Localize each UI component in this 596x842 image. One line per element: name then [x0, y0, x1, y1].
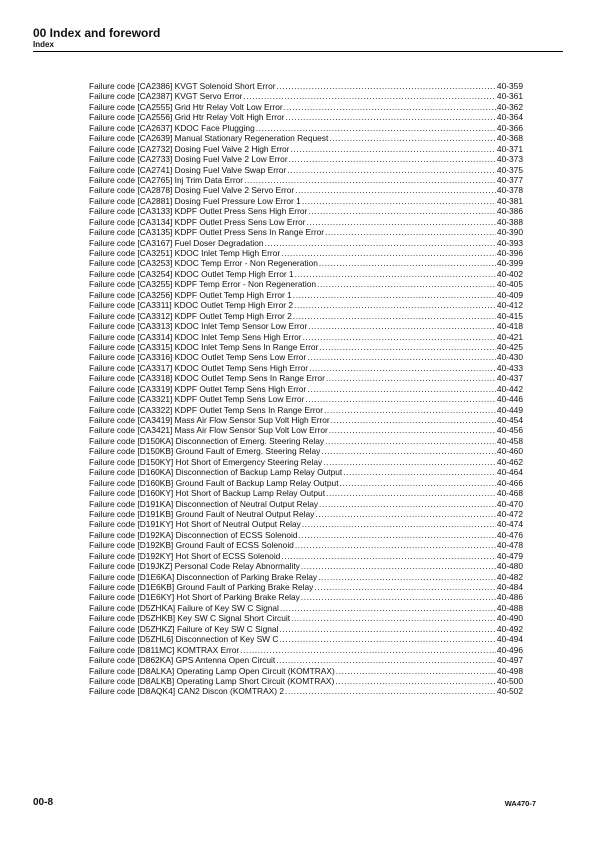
entry-page: 40-454: [496, 415, 523, 425]
index-entry[interactable]: [89, 436, 523, 446]
entry-page: 40-492: [496, 623, 523, 634]
entry-title: Failure code [CA3319] KDPF Outlet Temp Sens High Error: [89, 383, 307, 394]
index-entry[interactable]: [89, 352, 523, 362]
entry-page: 40-484: [496, 582, 523, 592]
entry-page: 40-472: [496, 508, 523, 519]
entry-title: Failure code [CA3313] KDOC Inlet Temp Sensor Low Error: [89, 321, 308, 332]
entry-page: 40-390: [496, 227, 523, 238]
index-entry[interactable]: [89, 572, 523, 582]
index-entry[interactable]: [89, 258, 523, 268]
index-entry[interactable]: [89, 227, 523, 237]
dot-leader: [303, 332, 496, 342]
entry-title: Failure code [CA2637] KDOC Face Plugging: [89, 122, 255, 133]
entry-title: Failure code [CA2386] KVGT Solenoid Short Error: [89, 81, 276, 91]
dot-leader: [277, 81, 496, 91]
dot-leader: [307, 384, 496, 394]
entry-page: 40-486: [496, 592, 523, 603]
index-entry[interactable]: [89, 624, 523, 634]
index-entry[interactable]: [89, 457, 523, 467]
entry-page: 40-359: [496, 81, 523, 91]
entry-page: 40-449: [496, 404, 523, 415]
entry-title: Failure code [CA2878] Dosing Fuel Valve 2 Servo Error: [89, 185, 295, 196]
dot-leader: [256, 123, 496, 133]
entry-page: 40-470: [496, 498, 523, 509]
entry-title: Failure code [CA3315] KDOC Inlet Temp Sens In Range Error: [89, 341, 319, 352]
dot-leader: [331, 415, 496, 425]
entry-page: 40-474: [496, 519, 523, 530]
dot-leader: [287, 165, 496, 175]
entry-title: Failure code [CA3133] KDPF Outlet Press Sens High Error: [89, 206, 308, 217]
entry-page: 40-488: [496, 602, 523, 613]
entry-page: 40-478: [496, 540, 523, 551]
index-entry[interactable]: [89, 91, 523, 101]
index-entry[interactable]: [89, 165, 523, 175]
entry-page: 40-361: [496, 91, 523, 102]
entry-title: Failure code [D1E6KY] Hot Short of Parking Brake Relay: [89, 592, 300, 603]
entry-title: Failure code [CA2881] Dosing Fuel Pressure Low Error 1: [89, 195, 301, 206]
entry-title: Failure code [D160KB] Ground Fault of Backup Lamp Relay Output: [89, 477, 339, 488]
dot-leader: [299, 530, 496, 540]
entry-title: Failure code [D5ZHKB] Key SW C Signal Short Circuit: [89, 613, 291, 624]
entry-title: Failure code [CA3322] KDPF Outlet Temp Sens In Range Error: [89, 404, 323, 415]
dot-leader: [308, 206, 496, 216]
dot-leader: [301, 561, 496, 571]
dot-leader: [289, 154, 496, 164]
index-entry[interactable]: [89, 676, 523, 686]
entry-title: Failure code [CA3254] KDOC Outlet Temp High Error 1: [89, 268, 294, 279]
index-entry[interactable]: [89, 238, 523, 248]
index-list: [89, 81, 523, 697]
entry-title: Failure code [D8AQK4] CAN2 Discon (KOMTRAX) 2: [89, 686, 285, 697]
dot-leader: [294, 300, 496, 310]
header-rule: [33, 51, 563, 52]
entry-page: 40-386: [496, 206, 523, 217]
entry-page: 40-433: [496, 362, 523, 373]
entry-title: Failure code [D1E6KB] Ground Fault of Parking Brake Relay: [89, 582, 314, 592]
dot-leader: [295, 185, 496, 195]
dot-leader: [280, 603, 496, 613]
entry-page: 40-375: [496, 164, 523, 175]
entry-title: Failure code [CA3253] KDOC Temp Error - Non Regeneration: [89, 258, 318, 269]
dot-leader: [293, 311, 496, 321]
dot-leader: [329, 133, 496, 143]
dot-leader: [329, 425, 496, 435]
dot-leader: [281, 248, 496, 258]
dot-leader: [285, 686, 496, 696]
entry-page: 40-373: [496, 154, 523, 165]
entry-page: 40-490: [496, 613, 523, 624]
entry-title: Failure code [D160KY] Hot Short of Backup Lamp Relay Output: [89, 488, 326, 499]
entry-title: Failure code [D191KA] Disconnection of Neutral Output Relay: [89, 498, 319, 509]
entry-title: Failure code [D192KA] Disconnection of ECSS Solenoid: [89, 529, 298, 540]
entry-page: 40-418: [496, 321, 523, 332]
index-entry[interactable]: [89, 655, 523, 665]
entry-title: Failure code [CA2733] Dosing Fuel Valve 2 Low Error: [89, 154, 288, 165]
entry-title: Failure code [D862KA] GPS Antenna Open Circuit: [89, 655, 276, 666]
entry-title: Failure code [D191KB] Ground Fault of Neutral Output Relay: [89, 508, 315, 519]
entry-page: 40-466: [496, 477, 523, 488]
dot-leader: [244, 175, 496, 185]
section-title: 00 Index and foreword: [33, 26, 161, 40]
index-entry[interactable]: [89, 478, 523, 488]
dot-leader: [293, 290, 496, 300]
index-entry[interactable]: [89, 519, 523, 529]
index-entry[interactable]: [89, 561, 523, 571]
entry-page: 40-479: [496, 550, 523, 561]
index-entry[interactable]: [89, 248, 523, 258]
entry-title: Failure code [D8ALKA] Operating Lamp Open Circuit (KOMTRAX): [89, 665, 335, 676]
index-entry[interactable]: [89, 269, 523, 279]
model-code: WA470-7: [504, 799, 536, 808]
entry-title: Failure code [D1E6KA] Disconnection of Parking Brake Relay: [89, 571, 318, 582]
dot-leader: [291, 613, 496, 623]
dot-leader: [315, 509, 496, 519]
entry-page: 40-476: [496, 529, 523, 540]
index-entry[interactable]: [89, 686, 523, 696]
entry-title: Failure code [D5ZHL6] Disconnection of Key SW C: [89, 634, 279, 645]
entry-title: Failure code [CA3311] KDOC Outlet Temp High Error 2: [89, 300, 294, 311]
index-entry[interactable]: [89, 613, 523, 623]
index-entry[interactable]: [89, 394, 523, 404]
dot-leader: [265, 238, 496, 248]
entry-page: 40-482: [496, 571, 523, 582]
dot-leader: [302, 196, 496, 206]
index-entry[interactable]: [89, 144, 523, 154]
dot-leader: [325, 227, 496, 237]
entry-title: Failure code [D19JKZ] Personal Code Relay Abnormality: [89, 561, 300, 572]
index-entry[interactable]: [89, 645, 523, 655]
dot-leader: [321, 446, 496, 456]
entry-title: Failure code [D160KA] Disconnection of Backup Lamp Relay Output: [89, 467, 343, 478]
entry-title: Failure code [D150KA] Disconnection of Emerg. Steering Relay: [89, 435, 325, 446]
entry-page: 40-500: [496, 675, 523, 686]
dot-leader: [295, 269, 496, 279]
dot-leader: [240, 645, 496, 655]
entry-page: 40-496: [496, 644, 523, 655]
index-entry[interactable]: [89, 551, 523, 561]
entry-page: 40-378: [496, 185, 523, 196]
index-entry[interactable]: [89, 321, 523, 331]
entry-title: Failure code [D150KB] Ground Fault of Emerg. Steering Relay: [89, 446, 321, 457]
dot-leader: [314, 582, 496, 592]
page-number: 00-8: [33, 797, 54, 808]
section-subtitle: Index: [33, 40, 54, 49]
index-entry[interactable]: [89, 488, 523, 498]
entry-page: 40-494: [496, 634, 523, 645]
entry-page: 40-468: [496, 488, 523, 499]
dot-leader: [324, 405, 496, 415]
entry-page: 40-502: [496, 686, 523, 697]
index-entry[interactable]: [89, 530, 523, 540]
entry-page: 40-446: [496, 394, 523, 405]
entry-page: 40-480: [496, 561, 523, 572]
dot-leader: [318, 572, 496, 582]
index-entry[interactable]: [89, 342, 523, 352]
dot-leader: [301, 592, 496, 602]
dot-leader: [319, 499, 496, 509]
index-entry[interactable]: [89, 217, 523, 227]
entry-title: Failure code [CA3419] Mass Air Flow Sensor Sup Volt High Error: [89, 415, 330, 425]
dot-leader: [305, 394, 496, 404]
index-entry[interactable]: [89, 81, 523, 91]
dot-leader: [284, 102, 496, 112]
entry-page: 40-381: [496, 195, 523, 206]
entry-page: 40-442: [496, 383, 523, 394]
index-entry[interactable]: [89, 175, 523, 185]
entry-title: Failure code [CA2732] Dosing Fuel Valve 2 High Error: [89, 143, 290, 154]
entry-page: 40-405: [496, 279, 523, 290]
entry-title: Failure code [D8ALKB] Operating Lamp Short Circuit (KOMTRAX): [89, 675, 335, 686]
index-entry[interactable]: [89, 206, 523, 216]
index-entry[interactable]: [89, 332, 523, 342]
dot-leader: [309, 363, 496, 373]
index-entry[interactable]: [89, 446, 523, 456]
index-entry[interactable]: [89, 196, 523, 206]
entry-page: 40-368: [496, 133, 523, 144]
index-entry[interactable]: [89, 112, 523, 122]
index-entry[interactable]: [89, 425, 523, 435]
entry-title: Failure code [D192KY] Hot Short of ECSS Solenoid: [89, 550, 281, 561]
entry-page: 40-388: [496, 216, 523, 227]
index-entry[interactable]: [89, 300, 523, 310]
index-entry[interactable]: [89, 123, 523, 133]
index-entry[interactable]: [89, 102, 523, 112]
entry-page: 40-464: [496, 467, 523, 478]
entry-title: Failure code [CA3135] KDPF Outlet Press Sens In Range Error: [89, 227, 325, 238]
entry-title: Failure code [CA3318] KDOC Outlet Temp Sens In Range Error: [89, 373, 325, 384]
entry-page: 40-415: [496, 310, 523, 321]
dot-leader: [295, 540, 496, 550]
index-entry[interactable]: [89, 154, 523, 164]
index-entry[interactable]: [89, 582, 523, 592]
entry-title: Failure code [D191KY] Hot Short of Neutral Output Relay: [89, 519, 301, 530]
dot-leader: [279, 634, 495, 644]
entry-title: Failure code [D192KB] Ground Fault of ECSS Solenoid: [89, 540, 294, 551]
dot-leader: [307, 352, 496, 362]
index-entry[interactable]: [89, 499, 523, 509]
entry-page: 40-421: [496, 331, 523, 342]
entry-page: 40-371: [496, 143, 523, 154]
index-entry[interactable]: [89, 666, 523, 676]
index-entry[interactable]: [89, 592, 523, 602]
entry-title: Failure code [CA3317] KDOC Outlet Temp Sens High Error: [89, 362, 309, 373]
index-entry[interactable]: [89, 373, 523, 383]
entry-page: 40-393: [496, 237, 523, 248]
dot-leader: [336, 666, 496, 676]
index-entry[interactable]: [89, 634, 523, 644]
entry-title: Failure code [CA2555] Grid Htr Relay Volt Low Error: [89, 101, 283, 112]
entry-page: 40-399: [496, 258, 523, 269]
entry-title: Failure code [CA3167] Fuel Doser Degradation: [89, 237, 264, 248]
entry-page: 40-377: [496, 174, 523, 185]
entry-page: 40-396: [496, 248, 523, 258]
entry-title: Failure code [CA2556] Grid Htr Relay Volt High Error: [89, 112, 285, 123]
entry-title: Failure code [D150KY] Hot Short of Emergency Steering Relay: [89, 456, 323, 467]
entry-title: Failure code [CA2639] Manual Stationary Regeneration Request: [89, 133, 329, 144]
entry-title: Failure code [CA2387] KVGT Servo Error: [89, 91, 243, 102]
entry-title: Failure code [CA3255] KDPF Temp Error - Non Regeneration: [89, 279, 317, 290]
dot-leader: [308, 321, 496, 331]
dot-leader: [343, 467, 496, 477]
index-entry[interactable]: [89, 279, 523, 289]
dot-leader: [340, 478, 496, 488]
index-entry[interactable]: [89, 540, 523, 550]
entry-page: 40-425: [496, 341, 523, 352]
index-entry[interactable]: [89, 603, 523, 613]
dot-leader: [286, 112, 496, 122]
index-entry[interactable]: [89, 415, 523, 425]
index-entry[interactable]: [89, 133, 523, 143]
index-entry[interactable]: [89, 405, 523, 415]
index-entry[interactable]: [89, 290, 523, 300]
entry-title: Failure code [D811MC] KOMTRAX Error: [89, 644, 240, 655]
index-entry[interactable]: [89, 467, 523, 477]
index-entry[interactable]: [89, 185, 523, 195]
entry-title: Failure code [CA3316] KDOC Outlet Temp Sens Low Error: [89, 352, 307, 363]
index-entry[interactable]: [89, 363, 523, 373]
entry-page: 40-456: [496, 425, 523, 436]
entry-title: Failure code [D5ZHKZ] Failure of Key SW C Signal: [89, 623, 279, 634]
entry-title: Failure code [CA2765] Inj Trim Data Error: [89, 174, 244, 185]
dot-leader: [326, 373, 496, 383]
entry-title: Failure code [CA3321] KDPF Outlet Temp Sens Low Error: [89, 394, 305, 405]
entry-title: Failure code [CA3251] KDOC Inlet Temp High Error: [89, 248, 281, 258]
entry-title: Failure code [CA3314] KDOC Inlet Temp Sens High Error: [89, 331, 302, 342]
entry-page: 40-362: [496, 101, 523, 112]
dot-leader: [335, 676, 496, 686]
entry-page: 40-412: [496, 300, 523, 311]
dot-leader: [325, 436, 496, 446]
dot-leader: [319, 342, 496, 352]
page-header: [33, 26, 160, 50]
dot-leader: [290, 144, 495, 154]
entry-page: 40-437: [496, 373, 523, 384]
entry-page: 40-462: [496, 456, 523, 467]
dot-leader: [323, 457, 496, 467]
dot-leader: [317, 279, 496, 289]
entry-page: 40-402: [496, 268, 523, 279]
dot-leader: [243, 91, 495, 101]
dot-leader: [276, 655, 496, 665]
dot-leader: [326, 488, 496, 498]
dot-leader: [306, 217, 495, 227]
dot-leader: [319, 258, 496, 268]
entry-title: Failure code [CA3421] Mass Air Flow Sensor Sup Volt Low Error: [89, 425, 328, 436]
entry-page: 40-430: [496, 352, 523, 363]
index-entry[interactable]: [89, 311, 523, 321]
entry-page: 40-498: [496, 665, 523, 676]
entry-page: 40-497: [496, 655, 523, 666]
entry-title: Failure code [CA3134] KDPF Outlet Press Sens Low Error: [89, 216, 306, 227]
entry-page: 40-409: [496, 289, 523, 300]
entry-page: 40-458: [496, 435, 523, 446]
entry-title: Failure code [D5ZHKA] Failure of Key SW C Signal: [89, 602, 279, 613]
dot-leader: [279, 624, 495, 634]
entry-page: 40-366: [496, 122, 523, 133]
dot-leader: [302, 519, 496, 529]
index-entry[interactable]: [89, 384, 523, 394]
entry-page: 40-364: [496, 112, 523, 123]
index-entry[interactable]: [89, 509, 523, 519]
entry-title: Failure code [CA3312] KDPF Outlet Temp High Error 2: [89, 310, 292, 321]
entry-page: 40-460: [496, 446, 523, 457]
entry-title: Failure code [CA2741] Dosing Fuel Valve Swap Error: [89, 164, 287, 175]
entry-title: Failure code [CA3256] KDPF Outlet Temp High Error 1: [89, 289, 292, 300]
dot-leader: [281, 551, 496, 561]
